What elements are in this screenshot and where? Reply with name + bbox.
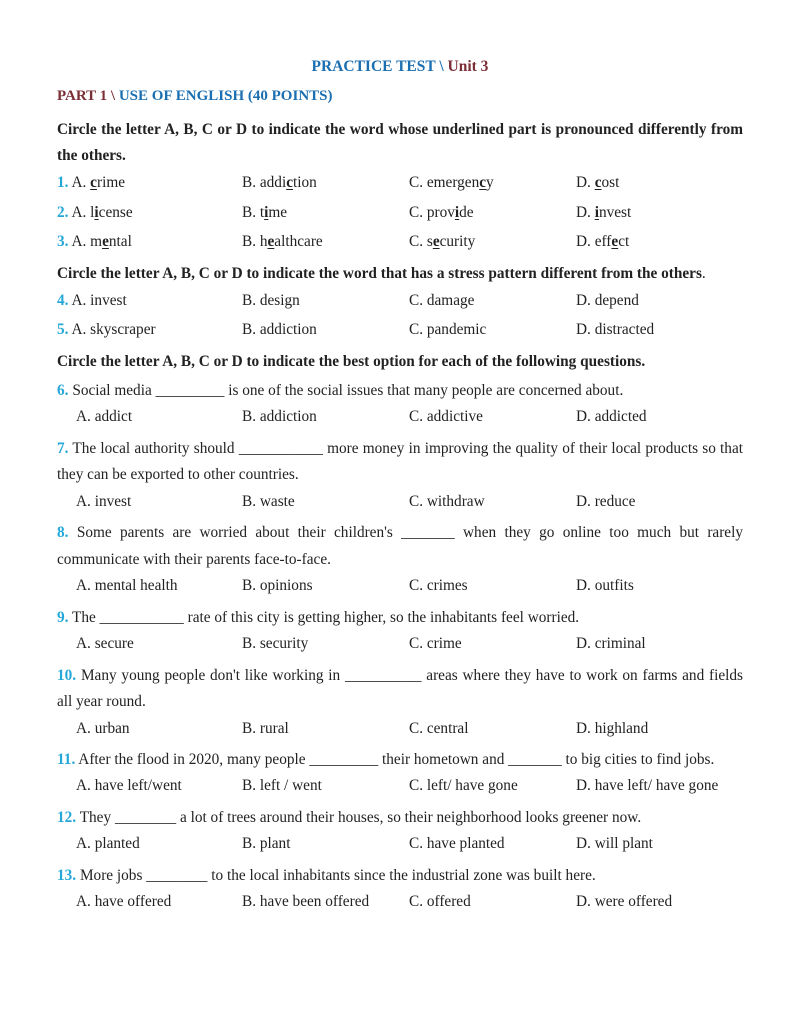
option-text: A. invest [71,291,127,309]
answer-option[interactable]: C. left/ have gone [409,777,518,795]
answer-option[interactable] [576,202,743,224]
option-text: ntal [108,233,132,251]
answer-option[interactable]: C. offered [409,893,471,911]
option-text: B. design [242,291,300,309]
answer-option[interactable] [576,290,743,312]
instruction-best-option: Circle the letter A, B, C or D to indicate the best option for each of the following questions. [57,352,646,370]
answer-option[interactable]: B. left / went [242,777,322,795]
answer-option[interactable]: D. criminal [576,635,646,653]
answer-option[interactable]: C. withdraw [409,492,485,510]
answer-option[interactable] [409,172,576,194]
question-number: 3. [57,233,69,251]
answer-option[interactable] [57,202,242,224]
part-label: PART 1 \ [57,88,116,104]
question-row [57,231,743,261]
option-text: D. eff [576,233,612,251]
option-text: A. skyscraper [71,321,156,339]
question-row [57,202,743,232]
answer-option[interactable] [409,290,576,312]
multiple-choice-section [57,378,743,921]
question-number: 8. [57,524,69,542]
question-number: 4. [57,291,69,309]
answer-option[interactable]: A. invest [76,492,132,510]
question-row [57,172,743,202]
option-text: D. depend [576,291,639,309]
option-text: A. l [71,203,95,221]
option-text: nvest [598,203,632,221]
answer-option[interactable]: D. have left/ have gone [576,777,719,795]
answer-option[interactable]: D. addicted [576,408,647,426]
answer-option[interactable]: D. highland [576,719,649,737]
answer-option[interactable]: A. have offered [76,893,172,911]
options-row [57,833,743,862]
instruction-stress-text: Circle the letter A, B, C or D to indicate the word that has a stress pattern different from the others [57,264,702,282]
answer-option[interactable] [576,172,743,194]
answer-option[interactable]: B. security [242,635,309,653]
underlined-letter: c [479,174,487,191]
pronunciation-section [57,172,743,261]
underlined-letter: e [432,233,440,251]
answer-option[interactable]: D. outfits [576,577,634,595]
option-text: y [486,174,494,191]
options-row [57,775,743,804]
answer-option[interactable] [242,290,409,312]
option-text: B. addi [242,174,287,191]
question-stem: The ___________ rate of this city is getting higher, so the inhabitants feel worried. [72,608,580,626]
option-text: C. damage [409,291,475,309]
answer-option[interactable]: B. addiction [242,408,317,426]
underlined-letter: c [286,174,293,191]
option-text: C. s [409,233,433,251]
option-text: D. [576,203,595,221]
question-text [57,605,743,632]
options-row [57,891,743,920]
answer-option[interactable] [242,202,409,224]
question-text [57,747,743,774]
question-number: 9. [57,608,69,626]
question-text [57,378,743,405]
option-text: C. emergen [409,174,480,191]
part-name: USE OF ENGLISH (40 POINTS) [115,88,333,104]
option-text: tion [293,174,317,191]
option-text: de [459,203,474,221]
underlined-letter: e [611,233,619,251]
option-text: C. pandemic [409,321,487,339]
answer-option[interactable] [57,231,242,253]
answer-option[interactable]: A. secure [76,635,134,653]
question-stem: More jobs ________ to the local inhabitants since the industrial zone was built here. [79,866,596,884]
options-row [57,575,743,604]
title-main: PRACTICE TEST \ [311,58,444,75]
answer-option[interactable]: A. have left/went [76,777,182,795]
answer-option[interactable]: A. mental health [76,577,178,595]
answer-option[interactable] [409,319,576,341]
option-text: B. addiction [242,321,317,339]
title-unit: Unit 3 [443,58,489,75]
worksheet-page [57,58,743,921]
question-text [57,805,743,832]
answer-option[interactable]: B. plant [242,835,291,853]
options-row [57,633,743,662]
question-number: 2. [57,203,69,221]
answer-option[interactable] [576,319,743,341]
option-text: curity [439,233,476,251]
option-text: A. m [71,233,103,251]
option-text: A. [71,174,91,191]
options-row [57,491,743,520]
answer-option[interactable]: C. have planted [409,835,505,853]
underlined-letter: e [102,233,109,251]
option-text: C. prov [409,203,455,221]
underlined-letter: i [264,203,269,221]
question-number: 1. [57,174,69,191]
question-stem: Some parents are worried about their children's _______ when they go online too much but rarely communicate with their parents face-to-face. [57,524,743,568]
page-title [57,58,743,76]
option-text: D. distracted [576,321,655,339]
answer-option[interactable] [409,202,576,224]
answer-option[interactable]: A. urban [76,719,130,737]
instruction-stress-end: . [701,264,706,282]
question-stem: After the flood in 2020, many people _________ their hometown and _______ to big cities to find jobs. [78,750,715,768]
question-stem: Social media _________ is one of the social issues that many people are concerned about. [72,381,624,399]
question-stem: The local authority should ___________ more money in improving the quality of their local products so that they can be exported to other countries. [57,439,743,484]
question-number: 7. [57,439,69,457]
question-number: 6. [57,381,69,399]
question-number: 13. [57,866,77,884]
underlined-letter: i [454,203,460,221]
answer-option[interactable]: D. were offered [576,893,673,911]
part-heading [57,88,743,106]
answer-option[interactable] [57,319,242,341]
answer-option[interactable]: C. central [409,719,469,737]
underlined-letter: e [267,233,275,251]
answer-option[interactable]: B. waste [242,492,295,510]
option-text: althcare [274,233,323,251]
answer-option[interactable]: B. rural [242,719,289,737]
question-text [57,436,743,489]
answer-option[interactable]: A. addict [76,408,133,426]
option-text: cense [98,203,133,221]
answer-option[interactable] [242,231,409,253]
question-number: 12. [57,808,77,826]
question-number: 10. [57,666,77,684]
answer-option[interactable] [242,172,409,194]
options-row [57,718,743,747]
answer-option[interactable]: C. addictive [409,408,483,426]
option-text: me [268,203,288,221]
options-row [57,406,743,435]
answer-option[interactable] [57,172,242,194]
answer-option[interactable] [409,231,576,253]
question-text [57,663,743,716]
underlined-letter: i [594,203,599,221]
option-text: B. t [242,203,265,221]
answer-option[interactable]: B. have been offered [242,893,370,911]
question-row [57,290,743,320]
option-text: D. [576,174,595,191]
underlined-letter: c [594,174,602,191]
underlined-letter: i [94,203,99,221]
question-number: 11. [57,750,76,768]
question-text [57,863,743,890]
answer-option[interactable]: C. crime [409,635,462,653]
option-text: ost [601,174,620,191]
instruction-pronunciation: Circle the letter A, B, C or D to indicate the word whose underlined part is pronounced differently from the others. [57,121,743,164]
answer-option[interactable]: D. will plant [576,835,653,853]
option-text: rime [96,174,126,191]
option-text: ct [618,233,630,251]
question-row [57,319,743,349]
answer-option[interactable]: A. planted [76,835,140,853]
answer-option[interactable] [57,290,242,312]
question-text [57,520,743,573]
underlined-letter: c [90,174,97,191]
question-stem: They ________ a lot of trees around their houses, so their neighborhood looks greener now. [79,808,642,826]
stress-section [57,290,743,349]
answer-option[interactable] [242,319,409,341]
question-stem: Many young people don't like working in __________ areas where they have to work on farms and fields all year round. [57,666,743,711]
answer-option[interactable]: B. opinions [242,577,313,595]
question-number: 5. [57,321,69,339]
answer-option[interactable]: C. crimes [409,577,468,595]
option-text: B. h [242,233,268,251]
answer-option[interactable]: D. reduce [576,492,636,510]
answer-option[interactable] [576,231,743,253]
instruction-stress [57,261,743,287]
